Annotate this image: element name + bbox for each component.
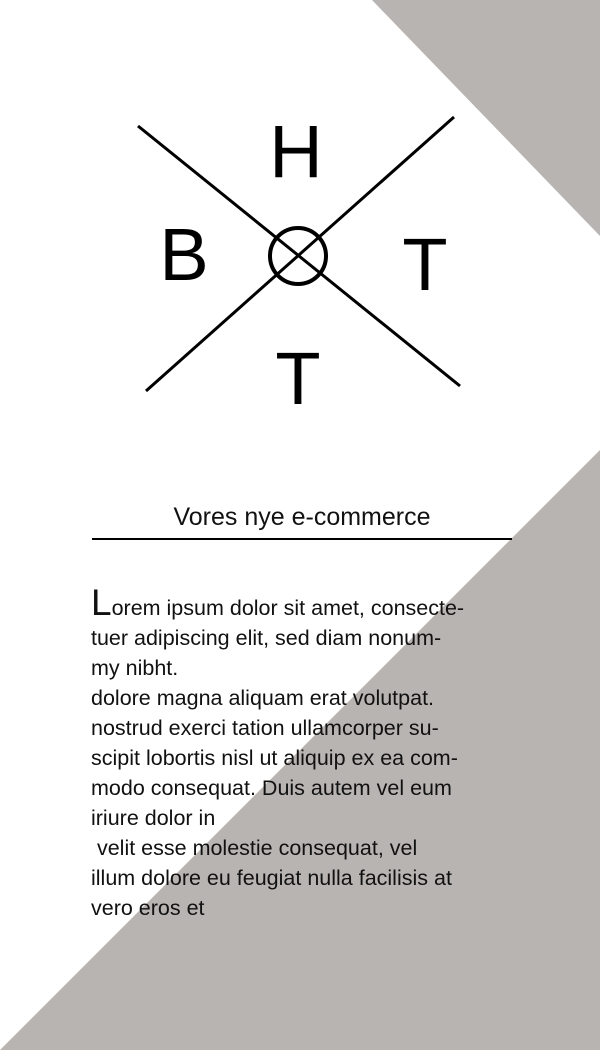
body-line: nostrud exerci tation ullamcorper su-	[91, 716, 439, 740]
body-line: velit esse molestie consequat, vel	[91, 836, 418, 860]
body-line: modo consequat. Duis autem vel eum	[91, 776, 452, 800]
body-line-first	[91, 582, 521, 623]
body-line: iriure dolor in	[91, 806, 216, 830]
logo-letter-bottom: T	[275, 337, 321, 420]
body-line: tuer adipiscing elit, sed diam nonum-	[91, 626, 442, 650]
logo-letter-left: B	[159, 213, 209, 296]
body-line: vero eros et	[91, 896, 205, 920]
drop-cap: L	[91, 582, 112, 623]
body-line: my nibht.	[91, 656, 179, 680]
logo-letter-right: T	[402, 223, 448, 306]
body-line-first-rest: orem ipsum dolor sit amet, consecte-	[111, 596, 465, 620]
body-line: scipit lobortis nisl ut aliquip ex ea com-	[91, 746, 458, 770]
subtitle: Vores nye e-commerce	[173, 503, 431, 531]
body-line: dolore magna aliquam erat volutpat.	[91, 686, 435, 710]
subtitle-underline	[92, 538, 512, 540]
logo-letter-top: H	[269, 110, 323, 193]
body-paragraph	[91, 582, 521, 923]
body-line: illum dolore eu feugiat nulla facilisis at	[91, 866, 452, 890]
hbtt-logo	[0, 0, 600, 440]
